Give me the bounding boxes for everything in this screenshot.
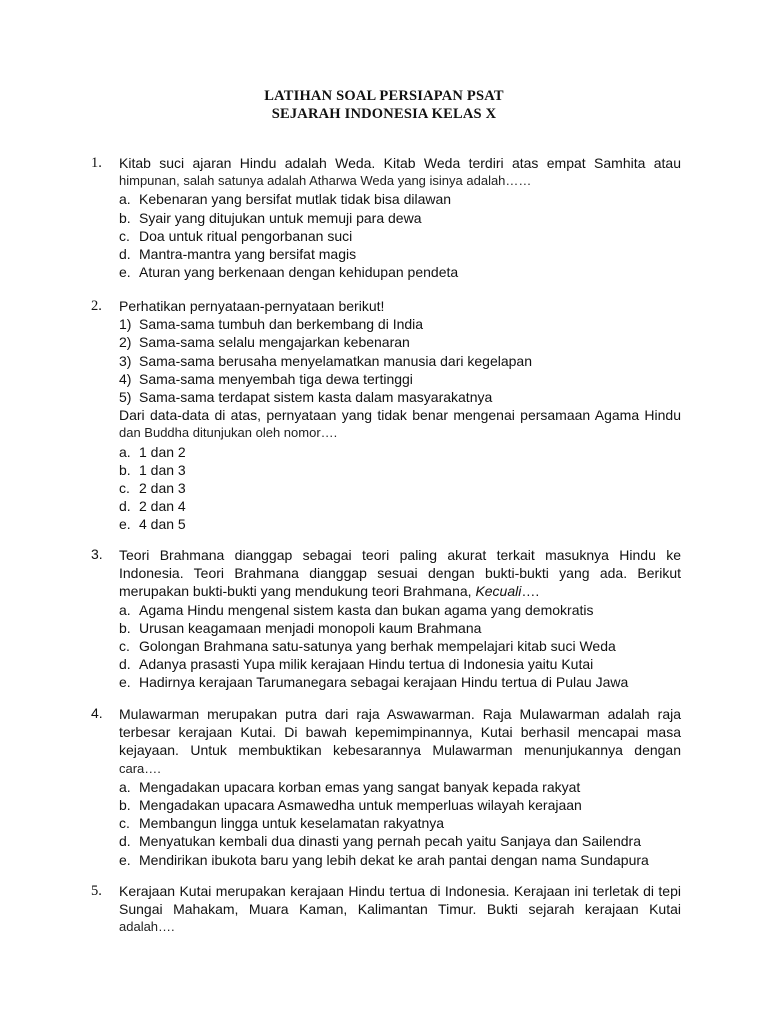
document-title: LATIHAN SOAL PERSIAPAN PSAT [264, 88, 504, 104]
answer-option-d: d. Menyatukan kembali dua dinasti yang pernah pecah yaitu Sanjaya dan Sailendra [119, 833, 642, 850]
question-stem-line: Indonesia. Teori Brahmana dianggap sesuai dengan bukti-bukti yang ada. Berikut [119, 565, 681, 582]
answer-option-a: a. 1 dan 2 [119, 443, 186, 460]
question-2 [91, 297, 681, 534]
question-stem-line: merupakan bukti-bukti yang mendukung teori Brahmana, Kecuali…. [119, 583, 540, 600]
question-number: 5. [91, 883, 102, 899]
question-stem-line: dan Buddha ditunjukan oleh nomor…. [119, 425, 338, 441]
answer-option-d: d. Mantra-mantra yang bersifat magis [119, 246, 357, 263]
emphasis-kecuali: Kecuali [475, 583, 522, 600]
answer-option-b: b. Syair yang ditujukan untuk memuji para dewa [119, 209, 422, 226]
question-stem-line: Mulawarman merupakan putra dari raja Aswawarman. Raja Mulawarman adalah raja [119, 706, 681, 722]
question-number: 4. [91, 705, 103, 721]
question-1 [91, 154, 681, 281]
statement-2: 2) Sama-sama selalu mengajarkan kebenaran [119, 334, 410, 351]
answer-option-a: a. Kebenaran yang bersifat mutlak tidak bisa dilawan [119, 191, 452, 208]
question-intro: Perhatikan pernyataan-pernyataan berikut! [119, 298, 385, 314]
answer-option-e: e. Hadirnya kerajaan Tarumanegara sebagai kerajaan Hindu tertua di Pulau Jawa [119, 674, 629, 691]
question-stem-line: kejayaan. Untuk membuktikan kebesarannya Mulawarman menunjukannya dengan [119, 742, 681, 759]
question-stem-line: Kerajaan Kutai merupakan kerajaan Hindu tertua di Indonesia. Kerajaan ini terletak di tepi [119, 883, 681, 899]
answer-option-c: c. 2 dan 3 [119, 480, 186, 497]
answer-option-d: d. Adanya prasasti Yupa milik kerajaan Hindu tertua di Indonesia yaitu Kutai [119, 656, 594, 673]
question-4 [91, 705, 681, 869]
answer-option-a: a. Agama Hindu mengenal sistem kasta dan bukan agama yang demokratis [119, 601, 594, 618]
statement-4: 4) Sama-sama menyembah tiga dewa tertinggi [119, 370, 413, 387]
answer-option-c: c. Doa untuk ritual pengorbanan suci [119, 227, 353, 244]
answer-option-c: c. Membangun lingga untuk keselamatan rakyatnya [119, 815, 445, 832]
answer-option-b: b. 1 dan 3 [119, 461, 186, 478]
statement-1: 1) Sama-sama tumbuh dan berkembang di India [119, 316, 424, 333]
answer-option-b: b. Urusan keagamaan menjadi monopoli kaum Brahmana [119, 619, 482, 636]
question-3 [91, 546, 681, 692]
answer-option-b: b. Mengadakan upacara Asmawedha untuk memperluas wilayah kerajaan [119, 797, 582, 814]
question-number: 2. [91, 298, 102, 314]
question-stem-line: himpunan, salah satunya adalah Atharwa Weda yang isinya adalah…… [119, 173, 532, 189]
question-stem-line: cara…. [119, 760, 161, 776]
answer-option-e: e. Mendirikan ibukota baru yang lebih dekat ke arah pantai dengan nama Sundapura [119, 851, 649, 868]
answer-option-a: a. Mengadakan upacara korban emas yang sangat banyak kepada rakyat [119, 778, 581, 795]
answer-option-d: d. 2 dan 4 [119, 498, 186, 515]
question-stem-line: Kitab suci ajaran Hindu adalah Weda. Kitab Weda terdiri atas empat Samhita atau [119, 155, 681, 171]
question-stem-line: Dari data-data di atas, pernyataan yang tidak benar mengenai persamaan Agama Hindu [119, 407, 681, 424]
question-stem-line: Sungai Mahakam, Muara Kaman, Kalimantan Timur. Bukti sejarah kerajaan Kutai [119, 901, 681, 918]
question-number: 3. [91, 546, 103, 562]
answer-option-e: e. Aturan yang berkenaan dengan kehidupan pendeta [119, 264, 459, 281]
question-5 [91, 882, 681, 937]
question-number: 1. [91, 155, 102, 171]
question-stem-line: terbesar kerajaan Kutai. Di bawah kepemimpinannya, Kutai berhasil mencapai masa [119, 724, 681, 741]
document-subtitle: SEJARAH INDONESIA KELAS X [271, 106, 497, 122]
statement-5: 5) Sama-sama terdapat sistem kasta dalam masyarakatnya [119, 389, 493, 406]
question-stem-line: adalah…. [119, 919, 175, 935]
statement-3: 3) Sama-sama berusaha menyelamatkan manusia dari kegelapan [119, 352, 532, 369]
answer-option-c: c. Golongan Brahmana satu-satunya yang berhak mempelajari kitab suci Weda [119, 638, 616, 655]
question-stem-line: Teori Brahmana dianggap sebagai teori paling akurat terkait masuknya Hindu ke [119, 547, 681, 563]
answer-option-e: e. 4 dan 5 [119, 516, 186, 533]
